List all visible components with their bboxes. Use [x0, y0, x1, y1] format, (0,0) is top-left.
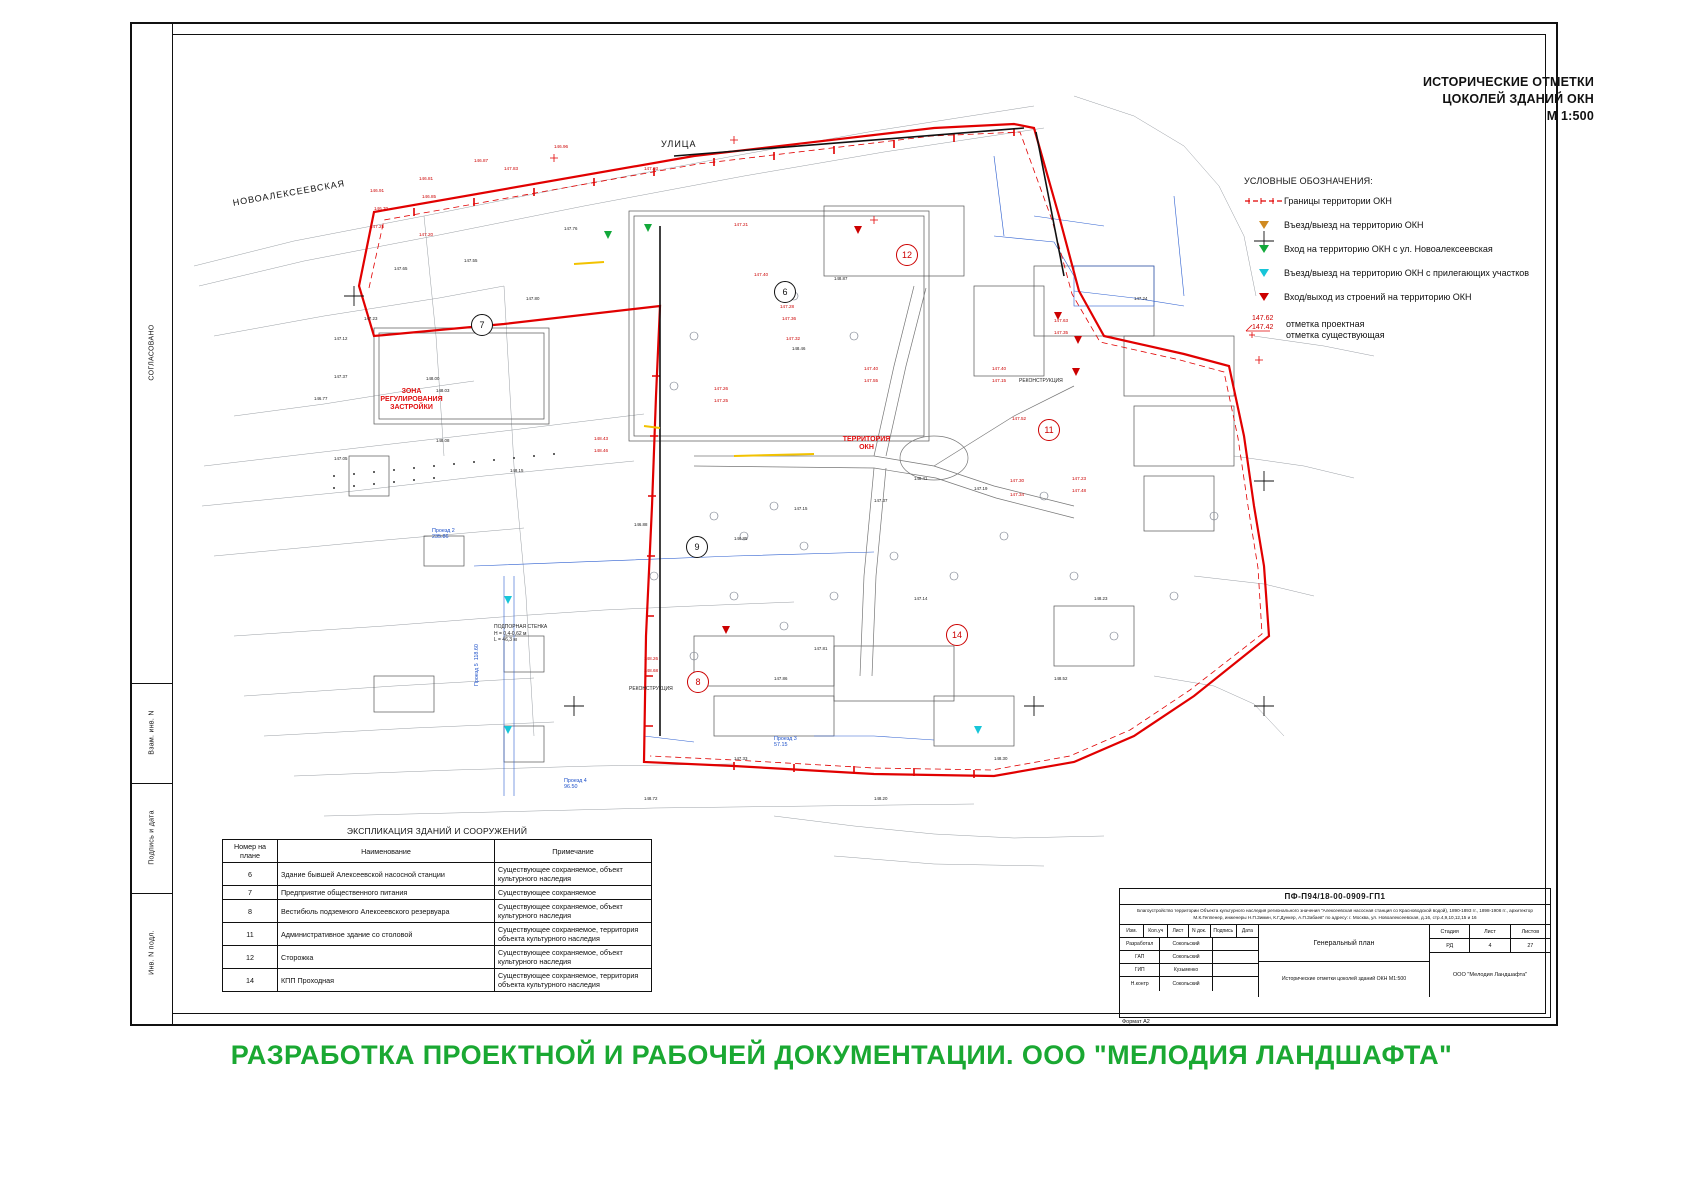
company-name: ООО "Мелодия Ландшафта" — [1452, 972, 1528, 979]
left-cell-label: Инв. N подл. — [148, 930, 156, 975]
legend-row-pedestrian-entry — [1244, 243, 1574, 255]
building-number-8: 8 — [687, 671, 709, 693]
elevation-red: 148.43 — [594, 436, 609, 441]
blue-note-proezd-2: Проезд 2 235.86 — [432, 528, 455, 541]
building-number-6: 6 — [774, 281, 796, 303]
elevation-black: 147.23 — [364, 316, 378, 321]
building-number-14: 14 — [946, 624, 968, 646]
left-cell-soglasovano — [132, 24, 172, 684]
note-retaining-wall: ПОДПОРНАЯ СТЕНКА H = 0,4-0,62 м L = 46,3 м — [494, 624, 548, 643]
legend-label: Въезд/выезд на территорию ОКН — [1284, 219, 1424, 230]
sheet-value: 4 — [1470, 939, 1510, 952]
elevation-red: 146.96 — [554, 144, 569, 149]
elevation-black: 147.81 — [814, 646, 828, 651]
blue-note-proezd-4: Проезд 4 96.50 — [564, 778, 587, 791]
elevation-black: 146.88 — [634, 522, 648, 527]
elevation-red: 147.20 — [419, 232, 434, 237]
elevation-red: 147.30 — [1010, 478, 1025, 483]
stamp-role-row — [1120, 964, 1258, 977]
explication-table — [222, 826, 652, 992]
role-sign — [1213, 951, 1258, 963]
elevation-black: 146.77 — [314, 396, 328, 401]
col-header-number: Номер на плане — [223, 840, 278, 863]
role-label: ГАП — [1120, 951, 1160, 963]
elevation-mark-icon — [1244, 315, 1284, 337]
elevation-black: 147.86 — [774, 676, 788, 681]
left-stamp-column — [132, 24, 173, 1024]
left-cell-podpis — [132, 784, 172, 894]
cell-note: Существующее сохраняемое, объект культурного наследия — [495, 900, 652, 923]
legend-title — [1344, 74, 1594, 125]
sheets-header: Листов — [1521, 928, 1540, 935]
elevation-existing-value: 147.42 — [1252, 324, 1274, 331]
elevation-red: 148.68 — [644, 668, 659, 673]
legend-row-building-exit — [1244, 291, 1574, 303]
sheet-header: Лист — [1470, 925, 1510, 938]
legend-label: Границы территории ОКН — [1284, 195, 1392, 206]
elevation-project-value: 147.62 — [1252, 315, 1274, 322]
col-header-note: Примечание — [495, 840, 652, 863]
zone-label-okn: ТЕРРИТОРИЯ ОКН — [842, 436, 891, 452]
table-row — [223, 863, 652, 886]
left-cell-label: Взам. инв. N — [148, 709, 156, 755]
cell-note: Существующее сохраняемое — [495, 886, 652, 900]
role-label: Разработал — [1120, 938, 1160, 950]
elevation-red: 147.25 — [370, 224, 385, 229]
col-ndok: N док. — [1189, 925, 1211, 937]
elevation-black: 148.08 — [436, 438, 450, 443]
elevation-red: 146.81 — [419, 176, 434, 181]
role-name: Сокольский — [1160, 938, 1212, 950]
role-name: Сокольский — [1160, 977, 1212, 991]
elevation-black: 147.55 — [464, 258, 478, 263]
role-label: ГИП — [1120, 964, 1160, 976]
title-block — [1119, 888, 1551, 1018]
cell-number: 7 — [223, 886, 278, 900]
cell-name: Сторожка — [278, 946, 495, 969]
triangle-cyan-icon — [1244, 267, 1284, 279]
elevation-red: 148.26 — [644, 656, 659, 661]
building-number-9: 9 — [686, 536, 708, 558]
cell-number: 11 — [223, 923, 278, 946]
legend-row-boundary — [1244, 195, 1574, 207]
elevation-red: 147.26 — [714, 386, 729, 391]
role-label: Н.контр — [1120, 977, 1160, 991]
role-sign — [1213, 977, 1258, 991]
col-podpis: Подпись — [1211, 925, 1237, 937]
cell-number: 12 — [223, 946, 278, 969]
col-data: Дата — [1241, 928, 1253, 935]
elevation-red: 147.35 — [1054, 330, 1069, 335]
elevation-red: 147.52 — [1012, 416, 1027, 421]
elevation-red: 147.25 — [714, 398, 729, 403]
elevation-red: 147.63 — [1054, 318, 1069, 323]
legend-label-existing: отметка существующая — [1286, 329, 1385, 340]
role-name: Кузьменко — [1160, 964, 1212, 976]
elevation-red: 146.87 — [474, 158, 489, 163]
elevation-black: 148.23 — [1094, 596, 1108, 601]
legend-row-elevation-mark — [1244, 315, 1574, 341]
elevation-black: 148.20 — [874, 796, 888, 801]
cell-name: КПП Проходная — [278, 969, 495, 992]
cell-note: Существующее сохраняемое, объект культурного наследия — [495, 946, 652, 969]
elevation-black: 148.52 — [1054, 676, 1068, 681]
page-caption: РАЗРАБОТКА ПРОЕКТНОЙ И РАБОЧЕЙ ДОКУМЕНТАЦИИ. ООО "МЕЛОДИЯ ЛАНДШАФТА" — [230, 1040, 1453, 1070]
blue-note-proezd-5: Проезд 5 118.60 — [474, 644, 480, 686]
elevation-red: 147.03 — [644, 166, 659, 171]
elevation-red: 147.83 — [504, 166, 519, 171]
elevation-black: 147.24 — [1134, 296, 1148, 301]
cell-name: Вестибюль подземного Алексеевского резервуара — [278, 900, 495, 923]
elevation-red: 147.55 — [864, 378, 879, 383]
cell-note: Существующее сохраняемое, территория объекта культурного наследия — [495, 969, 652, 992]
elevation-black: 148.15 — [510, 468, 524, 473]
elevation-red: 147.32 — [786, 336, 801, 341]
elevation-red: 146.91 — [370, 188, 385, 193]
elevation-red: 146.70 — [374, 206, 389, 211]
building-number-11: 11 — [1038, 419, 1060, 441]
red-dashed-line-icon — [1244, 195, 1284, 207]
cell-number: 6 — [223, 863, 278, 886]
stamp-role-row — [1120, 951, 1258, 964]
col-izm: Изм. — [1120, 925, 1144, 937]
elevation-black: 148.30 — [994, 756, 1008, 761]
trees — [650, 292, 1218, 660]
base-survey-lines — [194, 96, 1374, 866]
elevation-red: 147.23 — [1072, 476, 1087, 481]
explication-title: ЭКСПЛИКАЦИЯ ЗДАНИЙ И СООРУЖЕНИЙ — [346, 826, 528, 836]
street-label-novoalekseevskaya: НОВОАЛЕКСЕЕВСКАЯ — [231, 178, 346, 208]
elevation-red: 147.40 — [992, 366, 1007, 371]
triangle-orange-icon — [1244, 219, 1284, 231]
role-sign — [1213, 964, 1258, 976]
cell-note: Существующее сохраняемое, территория объекта культурного наследия — [495, 923, 652, 946]
elevation-black: 148.00 — [426, 376, 440, 381]
sheet-title-main: Генеральный план — [1259, 925, 1429, 962]
elevation-red: 147.34 — [1010, 492, 1025, 497]
cell-name: Предприятие общественного питания — [278, 886, 495, 900]
elevation-black: 147.80 — [526, 296, 540, 301]
legend-row-vehicle-entry — [1244, 219, 1574, 231]
elevation-red: 147.40 — [864, 366, 879, 371]
building-number-12: 12 — [896, 244, 918, 266]
elevation-black: 148.72 — [644, 796, 658, 801]
coordinate-crosses — [344, 231, 1274, 716]
elevation-red: 147.28 — [780, 304, 795, 309]
drawing-sheet — [130, 22, 1594, 1026]
legend-title-line-1: ИСТОРИЧЕСКИЕ ОТМЕТКИ — [1423, 75, 1594, 89]
table-header-row — [223, 840, 652, 863]
triangle-red-icon — [1244, 291, 1284, 303]
elevation-red: 147.21 — [734, 222, 749, 227]
table-row — [223, 900, 652, 923]
elevation-red: 148.46 — [594, 448, 609, 453]
legend-title-line-2: ЦОКОЛЕЙ ЗДАНИЙ ОКН — [1442, 91, 1594, 106]
elevation-black: 148.87 — [834, 276, 848, 281]
title-block-right — [1429, 925, 1550, 997]
sheet-format-label: Формат А2 — [1122, 1019, 1150, 1025]
stamp-role-row — [1120, 977, 1258, 991]
elevation-red: 146.85 — [422, 194, 437, 199]
elevation-black: 147.33 — [734, 756, 748, 761]
okn-boundary-red — [359, 124, 1269, 776]
entry-markers — [504, 224, 1082, 734]
legend-label: Въезд/выезд на территорию ОКН с прилегающих участков — [1284, 267, 1530, 278]
note-reconstruction-1: РЕКОНСТРУКЦИЯ — [1019, 378, 1063, 384]
zone-label-regulation: ЗОНА РЕГУЛИРОВАНИЯ ЗАСТРОЙКИ — [380, 388, 443, 412]
cell-note: Существующее сохраняемое, объект культурного наследия — [495, 863, 652, 886]
elevation-red: 147.40 — [754, 272, 769, 277]
legend-row-adjacent-entry — [1244, 267, 1574, 279]
stamp-header-row — [1120, 925, 1258, 938]
building-number-7: 7 — [471, 314, 493, 336]
title-block-middle — [1259, 925, 1429, 997]
stage-header: Стадия — [1430, 925, 1470, 938]
left-cell-label: СОГЛАСОВАНО — [148, 323, 156, 381]
stamp-role-row — [1120, 938, 1258, 951]
cell-number: 8 — [223, 900, 278, 923]
object-description: Благоустройство территории Объекта культурного наследия регионального значения "Алексеевская насосная станция со Красноводской водой), 1890-1893 гг., 1898-1906 гг., архитектор М.К.Геппенер, инженеры Н.П.Зимин, К.Г.Дункер, А.П.Забаев" по адресу: г. Москва, ул. Новоалексеевская, д.16, стр.4,9,10,12,15 и 16 — [1120, 905, 1550, 925]
street-label-ulitsa: УЛИЦА — [661, 139, 697, 149]
legend-label: Вход/выход из строений на территорию ОКН — [1284, 291, 1472, 302]
elevation-black: 147.76 — [564, 226, 578, 231]
elevation-black: 147.05 — [334, 456, 348, 461]
elevation-black: 148.03 — [436, 388, 450, 393]
site-plan-drawing — [174, 36, 1594, 1025]
elevation-red: 147.15 — [992, 378, 1007, 383]
explication-grid — [222, 839, 652, 992]
cell-name: Здание бывшей Алексеевской насосной станции — [278, 863, 495, 886]
sheet-title-sub: Исторические отметки цоколей зданий ОКН М1:500 — [1281, 976, 1407, 983]
sheets-value: 27 — [1527, 942, 1534, 949]
elevation-black: 147.19 — [974, 486, 988, 491]
elevation-black: 147.37 — [334, 374, 348, 379]
blue-note-proezd-3: Проезд 3 57.15 — [774, 736, 797, 749]
col-header-name: Наименование — [278, 840, 495, 863]
role-sign — [1213, 938, 1258, 950]
cell-name: Административное здание со столовой — [278, 923, 495, 946]
elevation-red: 147.48 — [1072, 488, 1087, 493]
elevation-black: 146.85 — [734, 536, 748, 541]
legend-title-line-3: М 1:500 — [1546, 108, 1594, 123]
legend-label: Вход на территорию ОКН с ул. Новоалексеевская — [1284, 243, 1493, 254]
elevation-black: 148.41 — [914, 476, 928, 481]
drawing-code: ПФ-П94/18-00-0909-ГП1 — [1120, 889, 1550, 905]
left-cell-inv — [132, 894, 172, 1014]
legend-heading: УСЛОВНЫЕ ОБОЗНАЧЕНИЯ: — [1244, 176, 1374, 186]
col-list: Лист — [1168, 925, 1188, 937]
elevation-black: 147.65 — [394, 266, 408, 271]
title-block-left — [1120, 925, 1259, 997]
col-koluch: Кол.уч — [1144, 925, 1168, 937]
elevation-black: 147.14 — [914, 596, 928, 601]
elevation-black: 147.37 — [874, 498, 888, 503]
table-row — [223, 946, 652, 969]
table-row — [223, 923, 652, 946]
legend-label-project: отметка проектная — [1286, 319, 1365, 329]
okn-boundary-dashed — [369, 132, 1262, 770]
elevation-black: 147.15 — [794, 506, 808, 511]
cell-number: 14 — [223, 969, 278, 992]
main-block-contour — [660, 128, 1064, 736]
left-cell-vzam — [132, 684, 172, 784]
elevation-black: 148.46 — [792, 346, 806, 351]
stage-value: РД — [1430, 939, 1470, 952]
table-row — [223, 886, 652, 900]
elevation-black: 147.12 — [334, 336, 348, 341]
triangle-green-icon — [1244, 243, 1284, 255]
elevation-red: 147.36 — [782, 316, 797, 321]
left-cell-label: Подпись и дата — [148, 809, 156, 865]
note-reconstruction-2: РЕКОНСТРУКЦИЯ — [629, 686, 673, 692]
table-row — [223, 969, 652, 992]
legend-block — [1244, 176, 1574, 353]
role-name: Сокольский — [1160, 951, 1212, 963]
